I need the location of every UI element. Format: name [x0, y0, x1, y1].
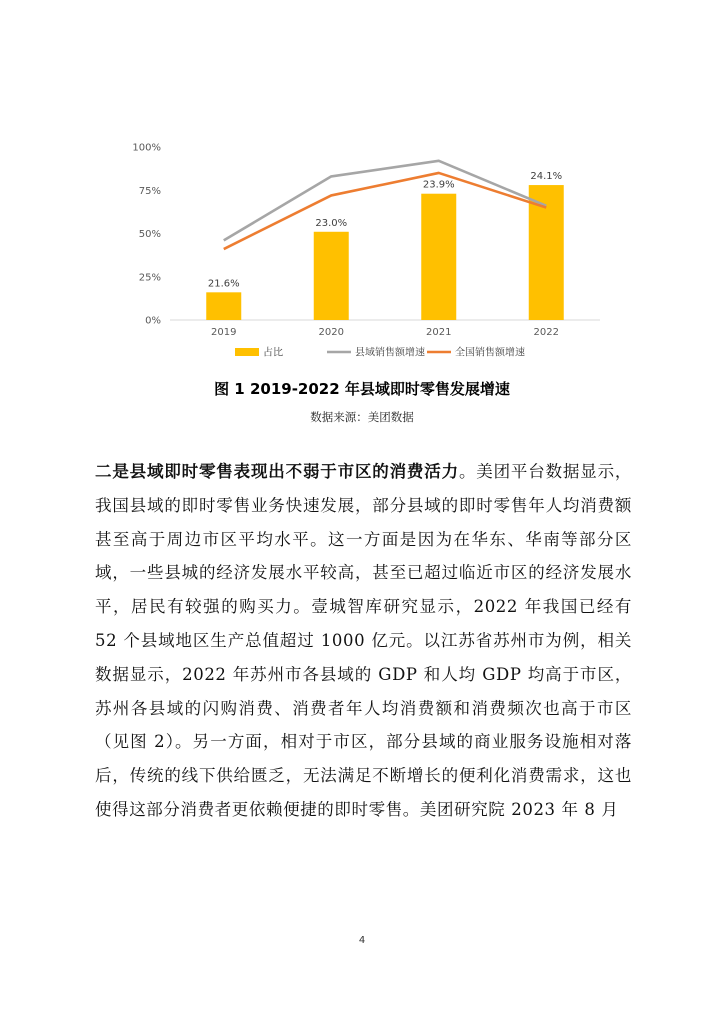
- data-label: 23.9%: [422, 179, 455, 191]
- x-tick-label: 2021: [426, 327, 452, 338]
- series-line: [224, 161, 547, 241]
- bar: [421, 194, 456, 320]
- x-tick-label: 2020: [318, 327, 344, 338]
- data-label: 21.6%: [207, 278, 240, 290]
- data-label: 23.0%: [315, 217, 348, 229]
- bar: [206, 292, 241, 320]
- page-number: 4: [358, 935, 366, 946]
- y-tick-label: 75%: [138, 185, 161, 197]
- paragraph-lead: 二是县域即时零售表现出不弱于市区的消费活力: [95, 462, 459, 481]
- legend-label: 县域销售额增速: [355, 347, 425, 359]
- figure-caption: 图 1 2019-2022 年县域即时零售发展增速: [214, 380, 510, 398]
- data-label: 24.1%: [530, 171, 563, 183]
- y-tick-label: 25%: [138, 272, 161, 284]
- x-tick-label: 2022: [533, 327, 559, 338]
- data-source: 数据来源：美团数据: [310, 410, 414, 424]
- legend-label: 全国销售额增速: [455, 347, 525, 359]
- y-tick-label: 0%: [145, 315, 161, 327]
- bar: [314, 232, 349, 320]
- legend-swatch: [235, 348, 259, 356]
- y-tick-label: 50%: [138, 229, 161, 240]
- legend-label: 占比: [263, 347, 283, 359]
- chart: [120, 130, 620, 375]
- paragraph-body: 。美团平台数据显示，我国县域的即时零售业务快速发展，部分县域的即时零售年人均消费额甚至高于周边市区平均水平。这一方面是因为在华东、华南等部分区域，一些县城的经济发展水平较高，甚至已超过临近市区的经济发展水平，居民有较强的购买力。壹城智库研究显示，2022 年我国已经有 52 个县域地区生产总值超过 1000 亿元。以江苏省苏州市为例，相关数据显示，2022 年苏州市各县域的 GDP 和人均 GDP 均高于市区，苏州各县域的闪购消费、消费者年人均消费额和消费频次也高于市区（见图 2）。另一方面，相对于市区，部分县域的商业服务设施相对落后，传统的线下供给匮乏，无法满足不断增长的便利化消费需求，这也使得这部分消费者更依赖便捷的即时零售。美团研究院 2023 年 8 月: [95, 462, 633, 819]
- y-tick-label: 100%: [132, 142, 161, 154]
- body-paragraph: [95, 455, 632, 827]
- x-tick-label: 2019: [211, 327, 237, 338]
